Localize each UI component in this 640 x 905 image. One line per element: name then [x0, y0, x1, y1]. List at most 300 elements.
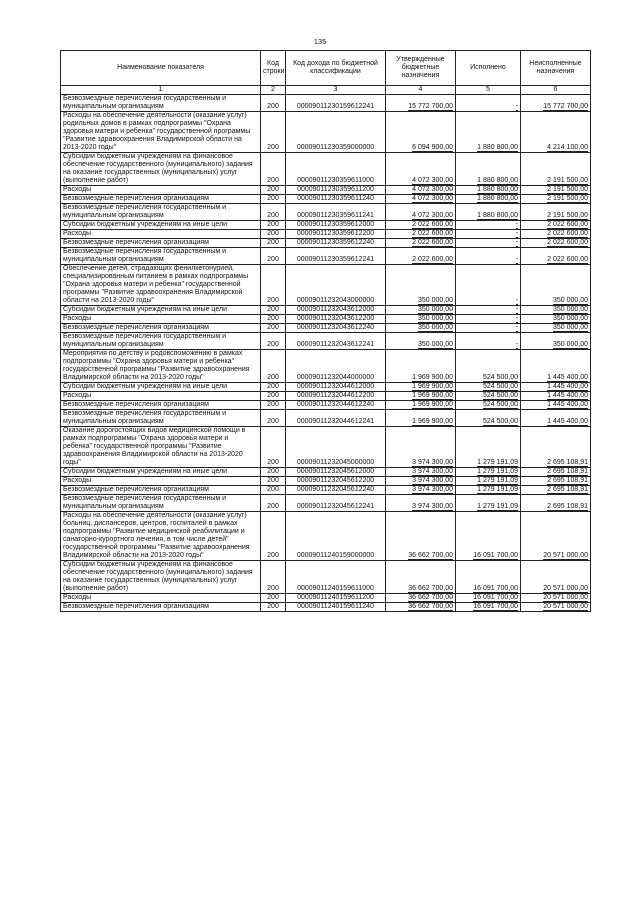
- amount-value: 1 969 900,00: [412, 383, 453, 390]
- amount-value: 524 500,00: [482, 418, 518, 425]
- classification-code-cell: 00009011230159612241: [286, 95, 386, 112]
- indicator-name-cell: Субсидии бюджетным учреждениям на финансовое обеспечение государственного (муниципального) задания на оказание государственных (муниципальных) услуг (выполнение работ): [61, 153, 261, 186]
- classification-code-cell: 00009011232043612241: [286, 333, 386, 350]
- amount-value: 1 969 900,00: [412, 374, 453, 381]
- table-header-row: [61, 51, 591, 86]
- executed-amount-cell: [456, 383, 521, 392]
- table-row: [61, 112, 591, 153]
- page-number: 135: [313, 37, 327, 46]
- table-row: [61, 350, 591, 383]
- executed-amount-cell: [456, 230, 521, 239]
- line-code-cell: 200: [261, 333, 286, 350]
- approved-amount-cell: [386, 112, 456, 153]
- amount-value: 2 022 600,00: [547, 256, 588, 263]
- amount-value: 1 445 400,00: [547, 401, 588, 408]
- classification-code-cell: 00009011232044612200: [286, 392, 386, 401]
- approved-amount-cell: [386, 603, 456, 612]
- amount-value: 350 000,00: [417, 297, 453, 304]
- amount-value: 524 500,00: [482, 374, 518, 381]
- approved-amount-cell: [386, 333, 456, 350]
- table-row: [61, 315, 591, 324]
- table-row: [61, 306, 591, 315]
- table-row: [61, 477, 591, 486]
- approved-amount-cell: [386, 204, 456, 221]
- approved-amount-cell: [386, 306, 456, 315]
- column-index: 2: [261, 86, 286, 95]
- table-row: [61, 410, 591, 427]
- amount-value: 2 695 108,91: [547, 477, 588, 484]
- unexecuted-amount-cell: [521, 230, 591, 239]
- approved-amount-cell: [386, 410, 456, 427]
- table-row: [61, 486, 591, 495]
- classification-code-cell: 00009011230359612000: [286, 221, 386, 230]
- executed-amount-cell: [456, 603, 521, 612]
- unexecuted-amount-cell: [521, 265, 591, 306]
- executed-amount-cell: [456, 324, 521, 333]
- amount-value: 2 022 600,00: [547, 230, 588, 237]
- line-code-cell: 200: [261, 401, 286, 410]
- amount-value: 524 500,00: [482, 401, 518, 408]
- amount-value: 4 072 300,00: [412, 186, 453, 193]
- classification-code-cell: 00009011232043612000: [286, 306, 386, 315]
- line-code-cell: 200: [261, 306, 286, 315]
- amount-value: 2 695 108,91: [547, 486, 588, 493]
- line-code-cell: 200: [261, 95, 286, 112]
- classification-code-cell: 00009011230359611000: [286, 153, 386, 186]
- approved-amount-cell: [386, 468, 456, 477]
- line-code-cell: 200: [261, 477, 286, 486]
- indicator-name-cell: Мероприятия по детству и родовспоможению в рамках подпрограммы "Охрана здоровья матери и ребенка" государственной программы "Развитие здравоохранения Владимирской области на 2013-2020 годы": [61, 350, 261, 383]
- line-code-cell: 200: [261, 383, 286, 392]
- indicator-name-cell: Субсидии бюджетным учреждениям на иные цели: [61, 383, 261, 392]
- amount-value: 2 695 108,91: [547, 468, 588, 475]
- unexecuted-amount-cell: [521, 95, 591, 112]
- approved-amount-cell: [386, 230, 456, 239]
- line-code-cell: 200: [261, 221, 286, 230]
- unexecuted-amount-cell: [521, 383, 591, 392]
- classification-code-cell: 00009011230359000000: [286, 112, 386, 153]
- executed-amount-cell: [456, 561, 521, 594]
- classification-code-cell: 00009011232044612000: [286, 383, 386, 392]
- column-index: 3: [286, 86, 386, 95]
- line-code-cell: 200: [261, 495, 286, 512]
- line-code-cell: 200: [261, 468, 286, 477]
- amount-value: 524 500,00: [482, 383, 518, 390]
- table-row: [61, 512, 591, 561]
- indicator-name-cell: Безвозмездные перечисления организациям: [61, 603, 261, 612]
- approved-amount-cell: [386, 561, 456, 594]
- amount-value: 2 022 600,00: [547, 221, 588, 228]
- table-row: [61, 594, 591, 603]
- line-code-cell: 200: [261, 230, 286, 239]
- approved-amount-cell: [386, 383, 456, 392]
- unexecuted-amount-cell: [521, 239, 591, 248]
- amount-value: 1 279 191,09: [477, 503, 518, 510]
- amount-value: 1 445 400,00: [547, 383, 588, 390]
- amount-value: 1 969 900,00: [412, 401, 453, 408]
- amount-value: -: [515, 103, 518, 110]
- amount-value: 1 445 400,00: [547, 418, 588, 425]
- indicator-name-cell: Безвозмездные перечисления государственным и муниципальным организациям: [61, 204, 261, 221]
- indicator-name-cell: Безвозмездные перечисления государственным и муниципальным организациям: [61, 495, 261, 512]
- classification-code-cell: 00009011232043612200: [286, 315, 386, 324]
- indicator-name-cell: Субсидии бюджетным учреждениям на иные цели: [61, 306, 261, 315]
- table-row: [61, 265, 591, 306]
- amount-value: 16 091 700,00: [473, 594, 518, 601]
- amount-value: 36 662 700,00: [408, 594, 453, 601]
- classification-code-cell: 00009011232045612200: [286, 477, 386, 486]
- executed-amount-cell: [456, 512, 521, 561]
- unexecuted-amount-cell: [521, 603, 591, 612]
- approved-amount-cell: [386, 392, 456, 401]
- unexecuted-amount-cell: [521, 495, 591, 512]
- unexecuted-amount-cell: [521, 392, 591, 401]
- approved-amount-cell: [386, 477, 456, 486]
- indicator-name-cell: Безвозмездные перечисления организациям: [61, 486, 261, 495]
- classification-code-cell: 00009011240159000000: [286, 512, 386, 561]
- classification-code-cell: 00009011230359612200: [286, 230, 386, 239]
- unexecuted-amount-cell: [521, 401, 591, 410]
- unexecuted-amount-cell: [521, 468, 591, 477]
- executed-amount-cell: [456, 333, 521, 350]
- unexecuted-amount-cell: [521, 410, 591, 427]
- column-index: 4: [386, 86, 456, 95]
- executed-amount-cell: [456, 594, 521, 603]
- line-code-cell: 200: [261, 427, 286, 468]
- amount-value: -: [515, 297, 518, 304]
- table-row: [61, 401, 591, 410]
- executed-amount-cell: [456, 239, 521, 248]
- amount-value: 1 880 800,00: [477, 144, 518, 151]
- executed-amount-cell: [456, 468, 521, 477]
- amount-value: 1 279 191,09: [477, 459, 518, 466]
- line-code-cell: 200: [261, 486, 286, 495]
- table-row: [61, 153, 591, 186]
- amount-value: 4 072 300,00: [412, 177, 453, 184]
- line-code-cell: 200: [261, 248, 286, 265]
- unexecuted-amount-cell: [521, 186, 591, 195]
- amount-value: 15 772 700,00: [543, 103, 588, 110]
- unexecuted-amount-cell: [521, 561, 591, 594]
- amount-value: 2 022 600,00: [547, 239, 588, 246]
- amount-value: 20 571 000,00: [543, 585, 588, 592]
- header-approved-amount: Утвержденные бюджетные назначения: [386, 51, 456, 86]
- indicator-name-cell: Безвозмездные перечисления государственным и муниципальным организациям: [61, 333, 261, 350]
- unexecuted-amount-cell: [521, 112, 591, 153]
- line-code-cell: 200: [261, 350, 286, 383]
- amount-value: 16 091 700,00: [473, 585, 518, 592]
- executed-amount-cell: [456, 112, 521, 153]
- approved-amount-cell: [386, 427, 456, 468]
- amount-value: 2 191 500,00: [547, 177, 588, 184]
- classification-code-cell: 00009011232043000000: [286, 265, 386, 306]
- indicator-name-cell: Субсидии бюджетным учреждениям на финансовое обеспечение государственного (муниципального) задания на оказание государственных (муниципальных) услуг (выполнение работ): [61, 561, 261, 594]
- amount-value: 6 094 900,00: [412, 144, 453, 151]
- approved-amount-cell: [386, 315, 456, 324]
- classification-code-cell: 00009011240159611200: [286, 594, 386, 603]
- amount-value: -: [515, 306, 518, 313]
- executed-amount-cell: [456, 248, 521, 265]
- approved-amount-cell: [386, 495, 456, 512]
- amount-value: 16 091 700,00: [473, 552, 518, 559]
- amount-value: 350 000,00: [552, 341, 588, 348]
- line-code-cell: 200: [261, 603, 286, 612]
- unexecuted-amount-cell: [521, 350, 591, 383]
- classification-code-cell: 00009011232043612240: [286, 324, 386, 333]
- approved-amount-cell: [386, 265, 456, 306]
- executed-amount-cell: [456, 401, 521, 410]
- amount-value: 1 880 800,00: [477, 186, 518, 193]
- amount-value: 3 974 300,00: [412, 486, 453, 493]
- indicator-name-cell: Расходы на обеспечение деятельности (оказание услуг) больниц, диспансеров, центров, госпиталей в рамках подпрограммы "Развитие медицинской реабилитации и санаторно-курортного лечения, в том числе детей" государственной программы "Развитие здравоохранения Владимирской области на 2013-2020 годы": [61, 512, 261, 561]
- line-code-cell: 200: [261, 153, 286, 186]
- executed-amount-cell: [456, 153, 521, 186]
- table-row: [61, 186, 591, 195]
- line-code-cell: 200: [261, 112, 286, 153]
- indicator-name-cell: Расходы на обеспечение деятельности (оказание услуг) родильных домов в рамках подпрограммы "Охрана здоровья матери и ребенка" государственной программы "Развитие здравоохранения Владимирской области на 2013-2020 годы": [61, 112, 261, 153]
- approved-amount-cell: [386, 186, 456, 195]
- amount-value: -: [515, 256, 518, 263]
- amount-value: 2 022 600,00: [412, 239, 453, 246]
- table-body: [61, 95, 591, 612]
- amount-value: -: [515, 221, 518, 228]
- table-row: [61, 95, 591, 112]
- amount-value: 4 072 300,00: [412, 212, 453, 219]
- amount-value: 2 695 108,91: [547, 503, 588, 510]
- indicator-name-cell: Расходы: [61, 186, 261, 195]
- header-unexecuted-amount: Неисполненные назначения: [521, 51, 591, 86]
- table-row: [61, 495, 591, 512]
- amount-value: 4 214 100,00: [547, 144, 588, 151]
- classification-code-cell: 00009011230359612241: [286, 248, 386, 265]
- classification-code-cell: 00009011232045612241: [286, 495, 386, 512]
- amount-value: 3 974 300,00: [412, 503, 453, 510]
- unexecuted-amount-cell: [521, 512, 591, 561]
- indicator-name-cell: Безвозмездные перечисления организациям: [61, 239, 261, 248]
- table-row: [61, 221, 591, 230]
- amount-value: 350 000,00: [552, 324, 588, 331]
- executed-amount-cell: [456, 392, 521, 401]
- approved-amount-cell: [386, 239, 456, 248]
- approved-amount-cell: [386, 95, 456, 112]
- executed-amount-cell: [456, 195, 521, 204]
- indicator-name-cell: Безвозмездные перечисления государственным и муниципальным организациям: [61, 410, 261, 427]
- table-row: [61, 561, 591, 594]
- indicator-name-cell: Расходы: [61, 477, 261, 486]
- unexecuted-amount-cell: [521, 427, 591, 468]
- line-code-cell: 200: [261, 265, 286, 306]
- table-row: [61, 427, 591, 468]
- classification-code-cell: 00009011230359611241: [286, 204, 386, 221]
- column-index: 1: [61, 86, 261, 95]
- approved-amount-cell: [386, 594, 456, 603]
- amount-value: 2 022 600,00: [412, 256, 453, 263]
- executed-amount-cell: [456, 265, 521, 306]
- line-code-cell: 200: [261, 410, 286, 427]
- table-row: [61, 230, 591, 239]
- classification-code-cell: 00009011232044612241: [286, 410, 386, 427]
- executed-amount-cell: [456, 410, 521, 427]
- table-row: [61, 603, 591, 612]
- executed-amount-cell: [456, 477, 521, 486]
- amount-value: -: [515, 239, 518, 246]
- indicator-name-cell: Безвозмездные перечисления государственным и муниципальным организациям: [61, 95, 261, 112]
- classification-code-cell: 00009011230359611240: [286, 195, 386, 204]
- classification-code-cell: 00009011240159611240: [286, 603, 386, 612]
- amount-value: 3 974 300,00: [412, 468, 453, 475]
- amount-value: 350 000,00: [417, 315, 453, 322]
- header-income-classification: Код дохода по бюджетной классификации: [286, 51, 386, 86]
- executed-amount-cell: [456, 306, 521, 315]
- unexecuted-amount-cell: [521, 333, 591, 350]
- budget-execution-table: [60, 50, 591, 612]
- line-code-cell: 200: [261, 239, 286, 248]
- amount-value: 1 279 191,09: [477, 486, 518, 493]
- classification-code-cell: 00009011230359612240: [286, 239, 386, 248]
- amount-value: 36 662 700,00: [408, 585, 453, 592]
- amount-value: 3 974 300,00: [412, 459, 453, 466]
- classification-code-cell: 00009011232044000000: [286, 350, 386, 383]
- unexecuted-amount-cell: [521, 195, 591, 204]
- header-executed-amount: Исполнено: [456, 51, 521, 86]
- executed-amount-cell: [456, 221, 521, 230]
- indicator-name-cell: Безвозмездные перечисления государственным и муниципальным организациям: [61, 248, 261, 265]
- executed-amount-cell: [456, 95, 521, 112]
- approved-amount-cell: [386, 221, 456, 230]
- amount-value: 350 000,00: [417, 341, 453, 348]
- amount-value: 1 445 400,00: [547, 374, 588, 381]
- amount-value: 3 974 300,00: [412, 477, 453, 484]
- approved-amount-cell: [386, 248, 456, 265]
- amount-value: 20 571 000,00: [543, 603, 588, 610]
- amount-value: 1 880 800,00: [477, 212, 518, 219]
- amount-value: -: [515, 324, 518, 331]
- line-code-cell: 200: [261, 204, 286, 221]
- column-index: 6: [521, 86, 591, 95]
- table-row: [61, 324, 591, 333]
- approved-amount-cell: [386, 512, 456, 561]
- amount-value: 36 662 700,00: [408, 603, 453, 610]
- executed-amount-cell: [456, 204, 521, 221]
- amount-value: 350 000,00: [552, 315, 588, 322]
- executed-amount-cell: [456, 427, 521, 468]
- line-code-cell: 200: [261, 561, 286, 594]
- executed-amount-cell: [456, 495, 521, 512]
- line-code-cell: 200: [261, 392, 286, 401]
- amount-value: 1 880 800,00: [477, 177, 518, 184]
- table-row: [61, 204, 591, 221]
- indicator-name-cell: Субсидии бюджетным учреждениям на иные цели: [61, 468, 261, 477]
- unexecuted-amount-cell: [521, 315, 591, 324]
- amount-value: 1 445 400,00: [547, 392, 588, 399]
- table-row: [61, 383, 591, 392]
- line-code-cell: 200: [261, 195, 286, 204]
- indicator-name-cell: Безвозмездные перечисления организациям: [61, 324, 261, 333]
- amount-value: 2 022 600,00: [412, 230, 453, 237]
- indicator-name-cell: Оказание дорогостоящих видов медицинской помощи в рамках подпрограммы "Охрана здоровья матери и ребенка" государственной программы "Развитие здравоохранения Владимирской области на 2013-2020 годы": [61, 427, 261, 468]
- header-indicator-name: Наименование показателя: [61, 51, 261, 86]
- approved-amount-cell: [386, 401, 456, 410]
- line-code-cell: 200: [261, 512, 286, 561]
- amount-value: 20 571 000,00: [543, 594, 588, 601]
- classification-code-cell: 00009011240159611000: [286, 561, 386, 594]
- indicator-name-cell: Расходы: [61, 392, 261, 401]
- executed-amount-cell: [456, 186, 521, 195]
- amount-value: 20 571 000,00: [543, 552, 588, 559]
- header-line-code: Код строки: [261, 51, 286, 86]
- amount-value: 2 191 500,00: [547, 212, 588, 219]
- amount-value: 1 279 191,09: [477, 477, 518, 484]
- unexecuted-amount-cell: [521, 204, 591, 221]
- table-row: [61, 239, 591, 248]
- indicator-name-cell: Безвозмездные перечисления организациям: [61, 401, 261, 410]
- table-row: [61, 333, 591, 350]
- unexecuted-amount-cell: [521, 594, 591, 603]
- approved-amount-cell: [386, 195, 456, 204]
- classification-code-cell: 00009011230359611200: [286, 186, 386, 195]
- amount-value: -: [515, 315, 518, 322]
- amount-value: 15 772 700,00: [408, 103, 453, 110]
- approved-amount-cell: [386, 486, 456, 495]
- line-code-cell: 200: [261, 324, 286, 333]
- amount-value: 350 000,00: [552, 297, 588, 304]
- unexecuted-amount-cell: [521, 324, 591, 333]
- amount-value: 350 000,00: [417, 306, 453, 313]
- line-code-cell: 200: [261, 594, 286, 603]
- amount-value: 524 500,00: [482, 392, 518, 399]
- amount-value: 350 000,00: [552, 306, 588, 313]
- amount-value: 2 022 600,00: [412, 221, 453, 228]
- amount-value: -: [515, 341, 518, 348]
- indicator-name-cell: Расходы: [61, 594, 261, 603]
- amount-value: 2 191 500,00: [547, 195, 588, 202]
- amount-value: 2 191 500,00: [547, 186, 588, 193]
- amount-value: 2 695 108,91: [547, 459, 588, 466]
- approved-amount-cell: [386, 324, 456, 333]
- unexecuted-amount-cell: [521, 153, 591, 186]
- amount-value: 1 969 900,00: [412, 392, 453, 399]
- executed-amount-cell: [456, 350, 521, 383]
- indicator-name-cell: Расходы: [61, 230, 261, 239]
- classification-code-cell: 00009011232044612240: [286, 401, 386, 410]
- amount-value: 1 969 900,00: [412, 418, 453, 425]
- unexecuted-amount-cell: [521, 306, 591, 315]
- indicator-name-cell: Обеспечение детей, страдающих фенилкетонурией, специализированным питанием в рамках подпрограммы "Охрана здоровья матери и ребенка" государственной программы "Развитие здравоохранения Владимирской области на 2013-2020 годы": [61, 265, 261, 306]
- amount-value: 1 880 800,00: [477, 195, 518, 202]
- unexecuted-amount-cell: [521, 221, 591, 230]
- amount-value: 350 000,00: [417, 324, 453, 331]
- unexecuted-amount-cell: [521, 477, 591, 486]
- table-row: [61, 195, 591, 204]
- amount-value: 1 279 191,09: [477, 468, 518, 475]
- column-index-row: [61, 86, 591, 95]
- approved-amount-cell: [386, 350, 456, 383]
- indicator-name-cell: Безвозмездные перечисления организациям: [61, 195, 261, 204]
- executed-amount-cell: [456, 486, 521, 495]
- amount-value: 36 662 700,00: [408, 552, 453, 559]
- table-row: [61, 468, 591, 477]
- unexecuted-amount-cell: [521, 486, 591, 495]
- amount-value: 4 072 300,00: [412, 195, 453, 202]
- classification-code-cell: 00009011232045612000: [286, 468, 386, 477]
- line-code-cell: 200: [261, 315, 286, 324]
- classification-code-cell: 00009011232045612240: [286, 486, 386, 495]
- approved-amount-cell: [386, 153, 456, 186]
- unexecuted-amount-cell: [521, 248, 591, 265]
- line-code-cell: 200: [261, 186, 286, 195]
- column-index: 5: [456, 86, 521, 95]
- classification-code-cell: 00009011232045000000: [286, 427, 386, 468]
